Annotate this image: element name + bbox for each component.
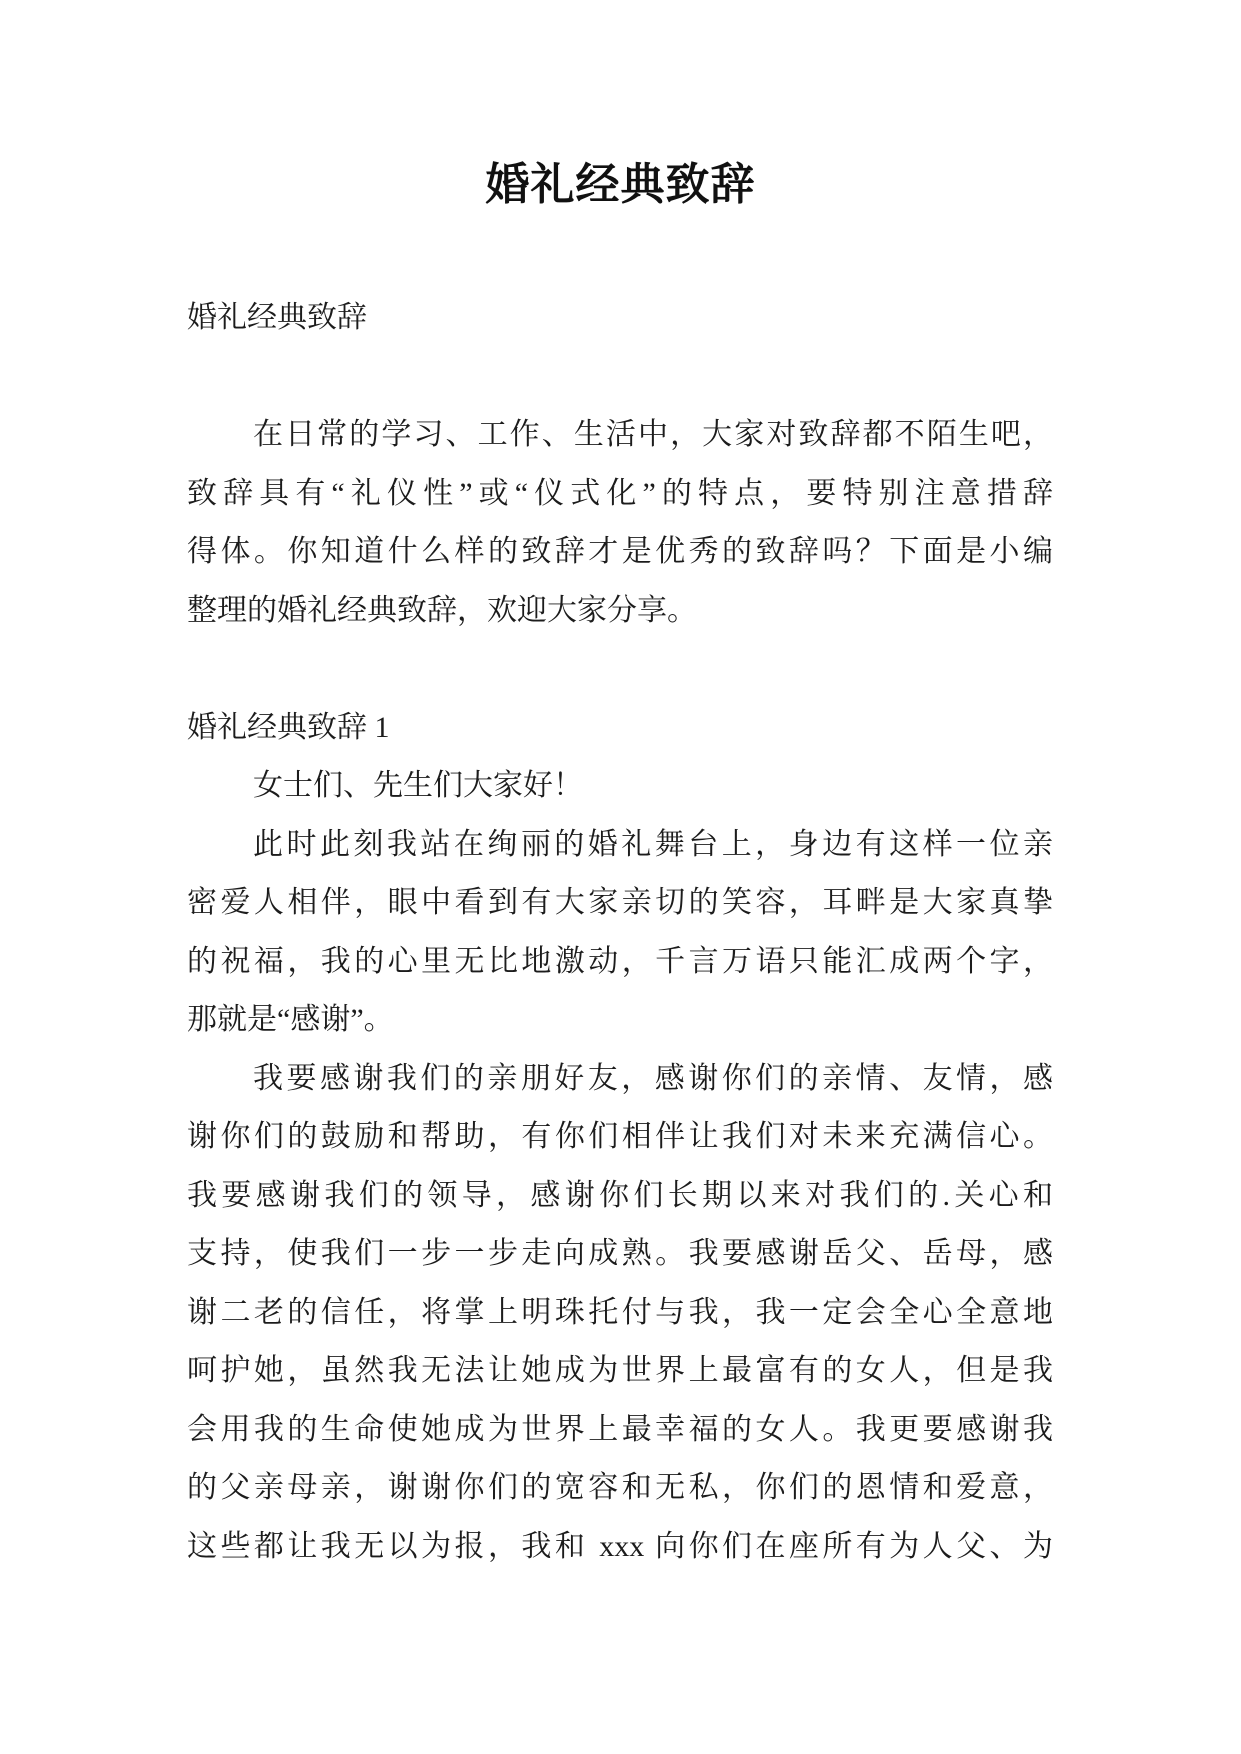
paragraph-line: 谢你们的鼓励和帮助，有你们相伴让我们对未来充满信心。: [187, 1120, 1053, 1153]
blank-line: [187, 348, 1053, 407]
intro-line: 得体。你知道什么样的致辞才是优秀的致辞吗？下面是小编: [187, 535, 1053, 568]
section-heading: 婚礼经典致辞 1: [187, 710, 390, 744]
paragraph-line: 支持，使我们一步一步走向成熟。我要感谢岳父、岳母，感: [187, 1237, 1053, 1270]
paragraph-line: 谢二老的信任，将掌上明珠托付与我，我一定会全心全意地: [187, 1295, 1053, 1329]
paragraph-line: 此时此刻我站在绚丽的婚礼舞台上，身边有这样一位亲: [253, 827, 1053, 861]
paragraph-line: 密爱人相伴，眼中看到有大家亲切的笑容，耳畔是大家真挚: [187, 886, 1053, 919]
paragraph-line: 呵护她，虽然我无法让她成为世界上最富有的女人，但是我: [187, 1354, 1053, 1387]
intro-line: 致辞具有“礼仪性”或“仪式化”的特点，要特别注意措辞: [187, 476, 1053, 510]
intro-paragraph: [187, 406, 1053, 640]
intro-line: 在日常的学习、工作、生活中，大家对致辞都不陌生吧，: [253, 418, 1053, 451]
greeting-line: 女士们、先生们大家好！: [253, 769, 583, 802]
speech-paragraph-2: [187, 1050, 1053, 1577]
document-body: [187, 289, 1053, 1576]
paragraph-line: 的父亲母亲，谢谢你们的宽容和无私，你们的恩情和爱意，: [187, 1471, 1053, 1504]
paragraph-line: 那就是“感谢”。: [187, 1003, 394, 1036]
subtitle: 婚礼经典致辞: [187, 301, 367, 334]
paragraph-line: 会用我的生命使她成为世界上最幸福的女人。我更要感谢我: [187, 1412, 1053, 1446]
paragraph-line: 我要感谢我们的亲朋好友，感谢你们的亲情、友情，感: [253, 1061, 1053, 1095]
intro-line: 整理的婚礼经典致辞，欢迎大家分享。: [187, 593, 697, 627]
paragraph-line: 这些都让我无以为报，我和 xxx 向你们在座所有为人父、为: [187, 1529, 1053, 1563]
paragraph-line: 的祝福，我的心里无比地激动，千言万语只能汇成两个字，: [187, 944, 1053, 978]
document-title: 婚礼经典致辞: [485, 160, 756, 209]
paragraph-line: 我要感谢我们的领导，感谢你们长期以来对我们的.关心和: [187, 1178, 1053, 1212]
blank-line: [187, 640, 1053, 699]
speech-paragraph-1: [187, 816, 1053, 1050]
